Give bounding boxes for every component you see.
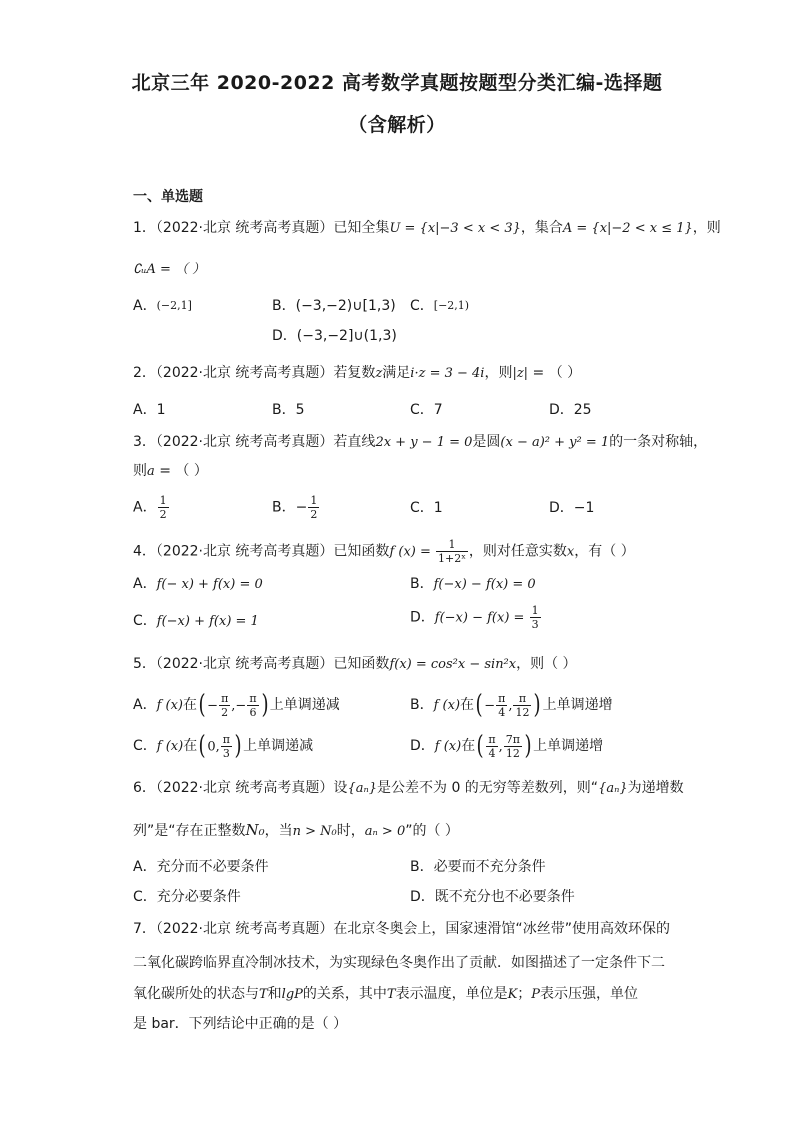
fraction: $\frac{1}{2}$	[159, 494, 167, 521]
fraction: $\frac{7\pi}{12}$	[505, 732, 520, 760]
question-7-stem-line4: 是 bar．下列结论中正确的是（ ）	[133, 1016, 348, 1032]
question-2-stem: 2．（2022·北京 统考高考真题）若复数z满足i·z = 3 − 4i，则|z| = （ ）	[133, 365, 582, 381]
question-3-stem-line2: 则a = （ ）	[133, 463, 208, 479]
question-6-stem-line2: 列”是“存在正整数N₀，当n > N₀时，aₙ > 0”的（ ）	[133, 821, 459, 839]
question-4-stem: 4．（2022·北京 统考高考真题）已知函数f (x) = $\frac{1}{\text{1+2ˣ}}$ ，则对任意实数x，有（ ）	[133, 538, 635, 565]
question-6-option-a: A．充分而不必要条件	[133, 859, 269, 875]
question-4-option-a: A．f(− x) + f(x) = 0	[133, 576, 263, 592]
question-5-option-c: C．f (x)在( 0, $\frac{\pi}{3}$ ) 上单调递减	[133, 731, 314, 761]
question-7-stem-line2: 二氧化碳跨临界直冷制冰技术，为实现绿色冬奥作出了贡献．如图描述了一定条件下二	[133, 955, 665, 971]
question-2-option-d: D．25	[549, 402, 592, 418]
fraction: $\frac{1}{2}$	[310, 494, 318, 521]
question-1-option-c: C．$^{[-2,1)}$	[410, 298, 470, 314]
fraction: $\frac{1}{\text{1+2ˣ}}$	[438, 538, 466, 565]
document-subtitle: （含解析）	[348, 114, 446, 136]
question-3-option-c: C．1	[410, 500, 443, 516]
question-4-option-d: D．f(−x) − f(x) = $\frac{1}{3}$	[410, 604, 539, 631]
question-6-stem: 6．（2022·北京 统考高考真题）设{aₙ}是公差不为 0 的无穷等差数列，则“{aₙ}为递增数	[133, 780, 684, 796]
question-3-option-d: D．−1	[549, 500, 595, 516]
fraction: $\frac{\pi}{2}$	[221, 691, 229, 719]
question-6-option-b: B．必要而不充分条件	[410, 859, 546, 875]
fraction: $\frac{1}{3}$	[531, 604, 539, 631]
question-3-option-b: B．− $\frac{1}{2}$	[272, 494, 318, 521]
question-6-option-c: C．充分必要条件	[133, 889, 241, 905]
section-heading: 一、单选题	[133, 189, 203, 205]
question-7-stem-line1: 7．（2022·北京 统考高考真题）在北京冬奥会上，国家速滑馆“冰丝带”使用高效环保的	[133, 921, 670, 937]
fraction: $\frac{\pi}{6}$	[249, 691, 257, 719]
question-5-option-d: D．f (x)在( $\frac{\pi}{4}$ , $\frac{7\pi}{12}$ ) 上单调递增	[410, 731, 604, 761]
fraction: $\frac{\pi}{3}$	[222, 732, 230, 760]
question-5-stem: 5．（2022·北京 统考高考真题）已知函数f(x) = cos²x − sin²x，则（ ）	[133, 656, 577, 672]
question-7-stem-line3: 氧化碳所处的状态与T和lgP的关系，其中T表示温度，单位是K；P表示压强，单位	[133, 986, 639, 1002]
question-4-option-b: B．f(−x) − f(x) = 0	[410, 576, 536, 592]
question-3-stem: 3．（2022·北京 统考高考真题）若直线2x + y − 1 = 0是圆(x − a)² + y² = 1的一条对称轴，	[133, 434, 708, 450]
question-2-option-b: B．5	[272, 402, 305, 418]
question-1-stem-line2: ∁ᵤA = （ ）	[133, 262, 206, 277]
fraction: $\frac{\pi}{4}$	[488, 732, 496, 760]
question-1-option-d: D．(−3,−2]∪(1,3)	[272, 328, 397, 344]
question-5-option-a: A．f (x)在( − $\frac{\pi}{2}$ ,− $\frac{\pi}{6}$ ) 上单调递减	[133, 690, 340, 720]
question-2-option-a: A．1	[133, 402, 166, 418]
question-1-stem: 1．（2022·北京 统考高考真题）已知全集U = {x|−3 < x < 3}，集合A = {x|−2 < x ≤ 1}，则	[133, 220, 721, 236]
document-title: 北京三年 2020-2022 高考数学真题按题型分类汇编-选择题	[131, 72, 663, 94]
question-1-option-b: B．(−3,−2)∪[1,3)	[272, 298, 396, 314]
question-6-option-d: D．既不充分也不必要条件	[410, 889, 575, 905]
fraction: $\frac{\pi}{12}$	[515, 691, 530, 719]
question-1-option-a: A．$^{(-2,1]}$	[133, 298, 192, 314]
question-4-option-c: C．f(−x) + f(x) = 1	[133, 613, 259, 629]
question-5-option-b: B．f (x)在( − $\frac{\pi}{4}$ , $\frac{\pi}{12}$ ) 上单调递增	[410, 690, 613, 720]
question-2-option-c: C．7	[410, 402, 443, 418]
fraction: $\frac{\pi}{4}$	[498, 691, 506, 719]
question-3-option-a: A． $\frac{1}{2}$	[133, 494, 167, 521]
